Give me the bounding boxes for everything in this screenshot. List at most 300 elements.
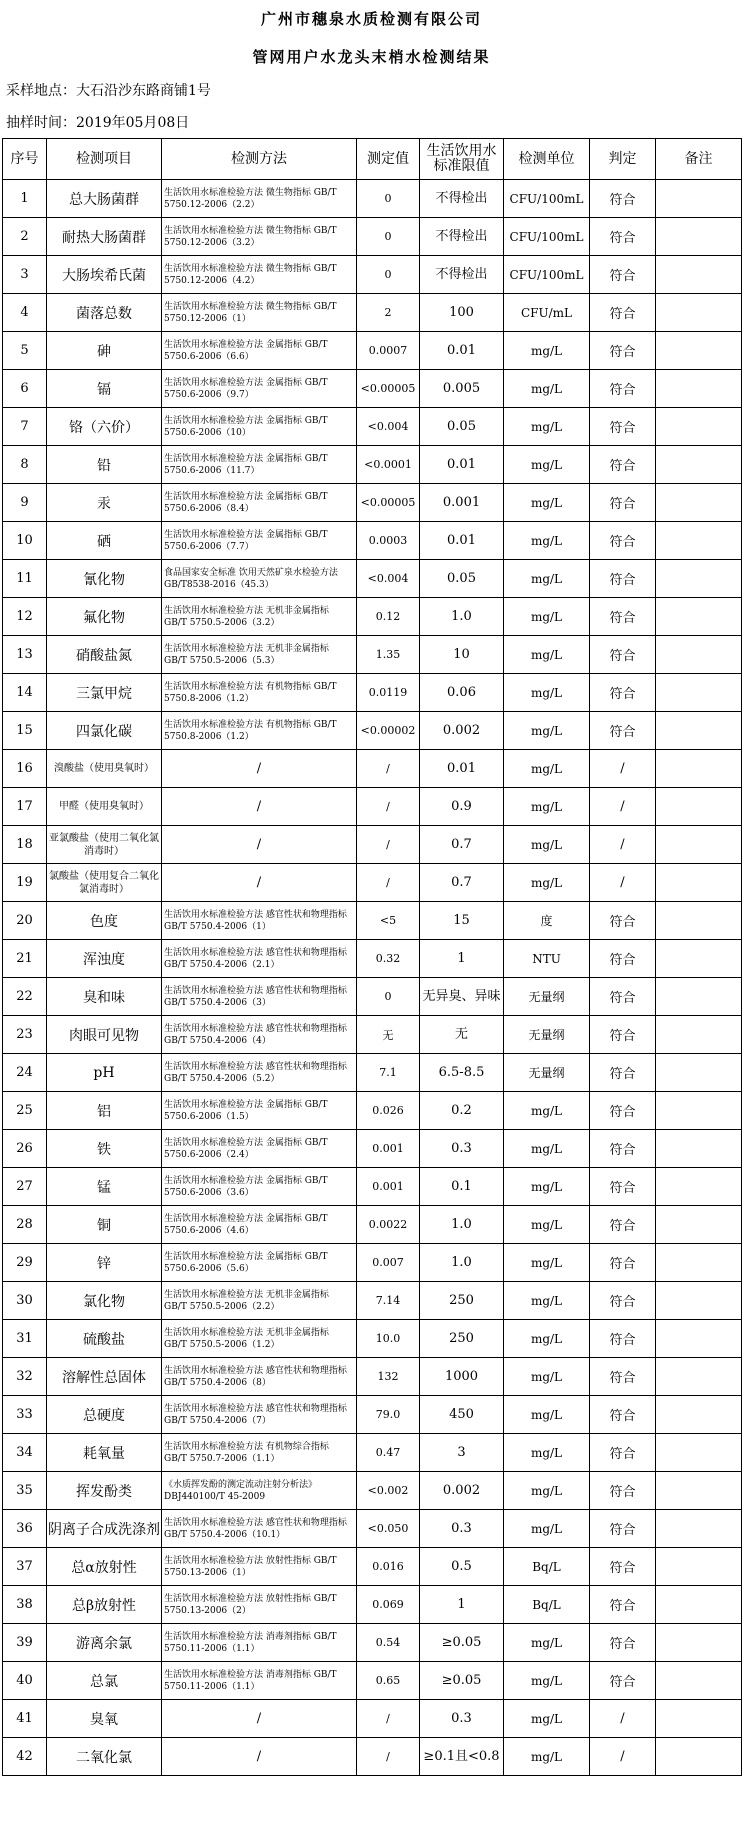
cell-note <box>656 294 742 332</box>
table-row <box>3 1662 742 1700</box>
cell-note <box>656 1206 742 1244</box>
cell-item: 亚氯酸盐（使用二氧化氯消毒时） <box>47 826 162 864</box>
cell-limit: 0.01 <box>420 522 504 560</box>
cell-value: 0.0119 <box>357 674 420 712</box>
cell-unit: mg/L <box>504 446 590 484</box>
cell-note <box>656 560 742 598</box>
cell-note <box>656 940 742 978</box>
table-row <box>3 1092 742 1130</box>
cell-unit: mg/L <box>504 1434 590 1472</box>
cell-unit: mg/L <box>504 1244 590 1282</box>
cell-item: 总氯 <box>47 1662 162 1700</box>
cell-limit: 0.3 <box>420 1130 504 1168</box>
header-item: 检测项目 <box>47 139 162 180</box>
cell-value: 0 <box>357 978 420 1016</box>
cell-no: 1 <box>3 180 47 218</box>
cell-method: 生活饮用水标准检验方法 金属指标 GB/T 5750.6-2006（4.6） <box>162 1206 357 1244</box>
cell-judge: 符合 <box>590 1130 656 1168</box>
cell-value: 0.0022 <box>357 1206 420 1244</box>
cell-unit: mg/L <box>504 1358 590 1396</box>
cell-item: 浑浊度 <box>47 940 162 978</box>
cell-value: / <box>357 826 420 864</box>
cell-item: 锌 <box>47 1244 162 1282</box>
cell-value: 0 <box>357 180 420 218</box>
cell-item: 氟化物 <box>47 598 162 636</box>
cell-item: 铝 <box>47 1092 162 1130</box>
cell-judge: 符合 <box>590 712 656 750</box>
cell-judge: / <box>590 864 656 902</box>
cell-note <box>656 1548 742 1586</box>
cell-item: 三氯甲烷 <box>47 674 162 712</box>
cell-no: 35 <box>3 1472 47 1510</box>
cell-judge: / <box>590 750 656 788</box>
cell-note <box>656 1700 742 1738</box>
company-title: 广州市穗泉水质检测有限公司 <box>260 10 482 28</box>
cell-no: 10 <box>3 522 47 560</box>
cell-method: 生活饮用水标准检验方法 金属指标 GB/T 5750.6-2006（6.6） <box>162 332 357 370</box>
cell-unit: mg/L <box>504 332 590 370</box>
cell-no: 33 <box>3 1396 47 1434</box>
cell-limit: 0.5 <box>420 1548 504 1586</box>
cell-unit: mg/L <box>504 560 590 598</box>
cell-limit: 0.002 <box>420 1472 504 1510</box>
header-note: 备注 <box>656 139 742 180</box>
cell-limit: 不得检出 <box>420 256 504 294</box>
cell-judge: 符合 <box>590 636 656 674</box>
cell-method: 生活饮用水标准检验方法 感官性状和物理指标 GB/T 5750.4-2006（1） <box>162 902 357 940</box>
cell-limit: 15 <box>420 902 504 940</box>
cell-value: <0.00002 <box>357 712 420 750</box>
cell-item: 氯酸盐（使用复合二氧化氯消毒时） <box>47 864 162 902</box>
cell-value: <0.002 <box>357 1472 420 1510</box>
header-no: 序号 <box>3 139 47 180</box>
sampling-time: 抽样时间：2019年05月08日 <box>6 115 190 131</box>
cell-method: / <box>162 864 357 902</box>
cell-item: 色度 <box>47 902 162 940</box>
cell-item: 挥发酚类 <box>47 1472 162 1510</box>
cell-no: 8 <box>3 446 47 484</box>
cell-value: 0.001 <box>357 1168 420 1206</box>
table-row <box>3 1624 742 1662</box>
cell-value: 0.0007 <box>357 332 420 370</box>
cell-limit: 0.06 <box>420 674 504 712</box>
cell-method: / <box>162 750 357 788</box>
cell-limit: 不得检出 <box>420 218 504 256</box>
cell-judge: 符合 <box>590 902 656 940</box>
cell-item: 铬（六价） <box>47 408 162 446</box>
cell-method: 生活饮用水标准检验方法 微生物指标 GB/T 5750.12-2006（1） <box>162 294 357 332</box>
cell-method: 《水质挥发酚的测定流动注射分析法》DBJ440100/T 45-2009 <box>162 1472 357 1510</box>
cell-judge: 符合 <box>590 1396 656 1434</box>
cell-value: / <box>357 750 420 788</box>
cell-method: 生活饮用水标准检验方法 无机非金属指标 GB/T 5750.5-2006（3.2） <box>162 598 357 636</box>
cell-no: 13 <box>3 636 47 674</box>
report-title: 管网用户水龙头末梢水检测结果 <box>252 48 491 66</box>
cell-no: 3 <box>3 256 47 294</box>
cell-judge: / <box>590 1700 656 1738</box>
cell-method: 生活饮用水标准检验方法 无机非金属指标 GB/T 5750.5-2006（5.3） <box>162 636 357 674</box>
cell-item: 甲醛（使用臭氧时） <box>47 788 162 826</box>
cell-limit: 0.9 <box>420 788 504 826</box>
cell-method: 生活饮用水标准检验方法 感官性状和物理指标 GB/T 5750.4-2006（7） <box>162 1396 357 1434</box>
cell-value: <0.00005 <box>357 370 420 408</box>
cell-method: 生活饮用水标准检验方法 感官性状和物理指标 GB/T 5750.4-2006（5.2） <box>162 1054 357 1092</box>
cell-note <box>656 1282 742 1320</box>
cell-judge: 符合 <box>590 1624 656 1662</box>
cell-note <box>656 1092 742 1130</box>
cell-judge: 符合 <box>590 674 656 712</box>
cell-limit: 无 <box>420 1016 504 1054</box>
cell-note <box>656 826 742 864</box>
cell-limit: 0.01 <box>420 446 504 484</box>
cell-unit: mg/L <box>504 1320 590 1358</box>
cell-unit: CFU/mL <box>504 294 590 332</box>
cell-judge: 符合 <box>590 256 656 294</box>
cell-no: 30 <box>3 1282 47 1320</box>
cell-judge: 符合 <box>590 332 656 370</box>
cell-unit: CFU/100mL <box>504 180 590 218</box>
cell-judge: 符合 <box>590 522 656 560</box>
cell-judge: 符合 <box>590 294 656 332</box>
cell-unit: mg/L <box>504 1168 590 1206</box>
cell-value: <0.0001 <box>357 446 420 484</box>
cell-item: 耐热大肠菌群 <box>47 218 162 256</box>
cell-judge: / <box>590 826 656 864</box>
cell-limit: 0.001 <box>420 484 504 522</box>
table-row <box>3 1434 742 1472</box>
table-row <box>3 446 742 484</box>
cell-method: / <box>162 826 357 864</box>
cell-value: 0.12 <box>357 598 420 636</box>
cell-limit: 250 <box>420 1282 504 1320</box>
cell-method: 生活饮用水标准检验方法 金属指标 GB/T 5750.6-2006（7.7） <box>162 522 357 560</box>
cell-no: 39 <box>3 1624 47 1662</box>
cell-note <box>656 408 742 446</box>
table-row <box>3 978 742 1016</box>
cell-note <box>656 750 742 788</box>
cell-note <box>656 1054 742 1092</box>
cell-note <box>656 1434 742 1472</box>
cell-no: 42 <box>3 1738 47 1776</box>
table-row <box>3 560 742 598</box>
cell-method: 生活饮用水标准检验方法 无机非金属指标 GB/T 5750.5-2006（1.2） <box>162 1320 357 1358</box>
cell-no: 21 <box>3 940 47 978</box>
cell-method: 生活饮用水标准检验方法 感官性状和物理指标 GB/T 5750.4-2006（4） <box>162 1016 357 1054</box>
cell-note <box>656 1738 742 1776</box>
table-row <box>3 1282 742 1320</box>
cell-item: 游离余氯 <box>47 1624 162 1662</box>
cell-no: 14 <box>3 674 47 712</box>
cell-limit: 0.002 <box>420 712 504 750</box>
cell-note <box>656 1320 742 1358</box>
cell-unit: mg/L <box>504 712 590 750</box>
cell-judge: 符合 <box>590 1434 656 1472</box>
cell-unit: mg/L <box>504 370 590 408</box>
cell-no: 41 <box>3 1700 47 1738</box>
cell-no: 40 <box>3 1662 47 1700</box>
cell-note <box>656 1358 742 1396</box>
cell-note <box>656 1624 742 1662</box>
cell-judge: 符合 <box>590 1244 656 1282</box>
cell-item: 硝酸盐氮 <box>47 636 162 674</box>
cell-unit: mg/L <box>504 1738 590 1776</box>
cell-judge: 符合 <box>590 940 656 978</box>
cell-value: <0.004 <box>357 560 420 598</box>
cell-no: 23 <box>3 1016 47 1054</box>
cell-limit: 不得检出 <box>420 180 504 218</box>
cell-limit: 0.7 <box>420 864 504 902</box>
header-value: 测定值 <box>357 139 420 180</box>
cell-note <box>656 1472 742 1510</box>
cell-unit: mg/L <box>504 1700 590 1738</box>
cell-limit: 0.3 <box>420 1700 504 1738</box>
header-judge: 判定 <box>590 139 656 180</box>
cell-no: 18 <box>3 826 47 864</box>
table-row <box>3 180 742 218</box>
cell-note <box>656 1586 742 1624</box>
cell-unit: mg/L <box>504 598 590 636</box>
cell-value: 7.1 <box>357 1054 420 1092</box>
table-row <box>3 1016 742 1054</box>
cell-item: 汞 <box>47 484 162 522</box>
cell-no: 12 <box>3 598 47 636</box>
cell-item: 二氧化氯 <box>47 1738 162 1776</box>
cell-method: 生活饮用水标准检验方法 微生物指标 GB/T 5750.12-2006（4.2） <box>162 256 357 294</box>
cell-limit: 250 <box>420 1320 504 1358</box>
table-row <box>3 1396 742 1434</box>
cell-no: 6 <box>3 370 47 408</box>
cell-item: 臭氧 <box>47 1700 162 1738</box>
cell-value: 0.65 <box>357 1662 420 1700</box>
cell-judge: 符合 <box>590 1358 656 1396</box>
cell-method: / <box>162 788 357 826</box>
cell-item: 菌落总数 <box>47 294 162 332</box>
cell-unit: mg/L <box>504 1624 590 1662</box>
cell-no: 25 <box>3 1092 47 1130</box>
cell-judge: 符合 <box>590 1168 656 1206</box>
cell-note <box>656 256 742 294</box>
cell-note <box>656 446 742 484</box>
cell-method: 生活饮用水标准检验方法 感官性状和物理指标 GB/T 5750.4-2006（2.1） <box>162 940 357 978</box>
cell-method: 生活饮用水标准检验方法 金属指标 GB/T 5750.6-2006（11.7） <box>162 446 357 484</box>
cell-limit: 0.7 <box>420 826 504 864</box>
table-row <box>3 218 742 256</box>
cell-limit: 1.0 <box>420 598 504 636</box>
cell-method: 生活饮用水标准检验方法 微生物指标 GB/T 5750.12-2006（2.2） <box>162 180 357 218</box>
table-row <box>3 1130 742 1168</box>
cell-no: 37 <box>3 1548 47 1586</box>
cell-item: 铅 <box>47 446 162 484</box>
cell-no: 26 <box>3 1130 47 1168</box>
cell-no: 38 <box>3 1586 47 1624</box>
cell-unit: 度 <box>504 902 590 940</box>
cell-item: 锰 <box>47 1168 162 1206</box>
table-row <box>3 636 742 674</box>
cell-unit: mg/L <box>504 484 590 522</box>
cell-judge: 符合 <box>590 560 656 598</box>
cell-judge: 符合 <box>590 1054 656 1092</box>
cell-value: 0.069 <box>357 1586 420 1624</box>
cell-method: 生活饮用水标准检验方法 放射性指标 GB/T 5750.13-2006（2） <box>162 1586 357 1624</box>
header-unit: 检测单位 <box>504 139 590 180</box>
cell-item: 铜 <box>47 1206 162 1244</box>
cell-note <box>656 1130 742 1168</box>
cell-item: 硒 <box>47 522 162 560</box>
cell-value: <5 <box>357 902 420 940</box>
cell-no: 36 <box>3 1510 47 1548</box>
cell-value: 无 <box>357 1016 420 1054</box>
cell-method: 生活饮用水标准检验方法 感官性状和物理指标 GB/T 5750.4-2006（3） <box>162 978 357 1016</box>
cell-item: 溴酸盐（使用臭氧时） <box>47 750 162 788</box>
table-row <box>3 484 742 522</box>
cell-item: pH <box>47 1054 162 1092</box>
cell-note <box>656 332 742 370</box>
cell-no: 24 <box>3 1054 47 1092</box>
cell-value: 79.0 <box>357 1396 420 1434</box>
cell-note <box>656 978 742 1016</box>
cell-note <box>656 370 742 408</box>
cell-item: 肉眼可见物 <box>47 1016 162 1054</box>
cell-method: 生活饮用水标准检验方法 有机物指标 GB/T 5750.8-2006（1.2） <box>162 674 357 712</box>
table-row <box>3 1700 742 1738</box>
table-row <box>3 294 742 332</box>
cell-note <box>656 522 742 560</box>
table-row <box>3 1320 742 1358</box>
table-row <box>3 1054 742 1092</box>
cell-note <box>656 902 742 940</box>
cell-item: 砷 <box>47 332 162 370</box>
cell-method: 生活饮用水标准检验方法 有机物综合指标 GB/T 5750.7-2006（1.1） <box>162 1434 357 1472</box>
cell-limit: 1.0 <box>420 1206 504 1244</box>
cell-note <box>656 636 742 674</box>
cell-limit: 无异臭、异味 <box>420 978 504 1016</box>
cell-limit: 450 <box>420 1396 504 1434</box>
cell-no: 29 <box>3 1244 47 1282</box>
cell-judge: / <box>590 788 656 826</box>
cell-unit: mg/L <box>504 1662 590 1700</box>
cell-item: 总硬度 <box>47 1396 162 1434</box>
table-body <box>3 180 742 1776</box>
cell-limit: 0.1 <box>420 1168 504 1206</box>
cell-unit: 无量纲 <box>504 1054 590 1092</box>
table-row <box>3 902 742 940</box>
cell-value: <0.004 <box>357 408 420 446</box>
cell-unit: mg/L <box>504 408 590 446</box>
cell-limit: 10 <box>420 636 504 674</box>
cell-judge: 符合 <box>590 1472 656 1510</box>
cell-no: 31 <box>3 1320 47 1358</box>
cell-unit: 无量纲 <box>504 978 590 1016</box>
cell-value: 0.001 <box>357 1130 420 1168</box>
table-row <box>3 256 742 294</box>
cell-unit: mg/L <box>504 522 590 560</box>
cell-item: 铁 <box>47 1130 162 1168</box>
cell-judge: 符合 <box>590 218 656 256</box>
cell-limit: 0.01 <box>420 332 504 370</box>
cell-value: 2 <box>357 294 420 332</box>
cell-unit: mg/L <box>504 750 590 788</box>
cell-method: 生活饮用水标准检验方法 金属指标 GB/T 5750.6-2006（3.6） <box>162 1168 357 1206</box>
cell-limit: 0.05 <box>420 408 504 446</box>
cell-method: 食品国家安全标准 饮用天然矿泉水检验方法 GB/T8538-2016（45.3） <box>162 560 357 598</box>
table-header-row <box>3 139 742 180</box>
cell-value: 0.026 <box>357 1092 420 1130</box>
cell-value: 0.32 <box>357 940 420 978</box>
cell-judge: 符合 <box>590 1548 656 1586</box>
table-row <box>3 712 742 750</box>
cell-unit: mg/L <box>504 1396 590 1434</box>
cell-method: 生活饮用水标准检验方法 金属指标 GB/T 5750.6-2006（2.4） <box>162 1130 357 1168</box>
cell-value: 0.0003 <box>357 522 420 560</box>
cell-item: 硫酸盐 <box>47 1320 162 1358</box>
cell-note <box>656 1168 742 1206</box>
cell-value: / <box>357 788 420 826</box>
table-row <box>3 1510 742 1548</box>
cell-value: 1.35 <box>357 636 420 674</box>
cell-value: 0 <box>357 218 420 256</box>
cell-method: 生活饮用水标准检验方法 消毒剂指标 GB/T 5750.11-2006（1.1） <box>162 1624 357 1662</box>
cell-note <box>656 598 742 636</box>
cell-method: 生活饮用水标准检验方法 放射性指标 GB/T 5750.13-2006（1） <box>162 1548 357 1586</box>
cell-unit: Bq/L <box>504 1548 590 1586</box>
cell-value: 0.47 <box>357 1434 420 1472</box>
cell-limit: ≥0.05 <box>420 1662 504 1700</box>
cell-note <box>656 1510 742 1548</box>
cell-method: 生活饮用水标准检验方法 金属指标 GB/T 5750.6-2006（1.5） <box>162 1092 357 1130</box>
cell-limit: 1.0 <box>420 1244 504 1282</box>
cell-value: <0.00005 <box>357 484 420 522</box>
cell-unit: mg/L <box>504 1130 590 1168</box>
cell-limit: 0.3 <box>420 1510 504 1548</box>
cell-method: 生活饮用水标准检验方法 金属指标 GB/T 5750.6-2006（10） <box>162 408 357 446</box>
cell-unit: mg/L <box>504 1206 590 1244</box>
cell-judge: 符合 <box>590 978 656 1016</box>
cell-item: 耗氧量 <box>47 1434 162 1472</box>
cell-unit: CFU/100mL <box>504 218 590 256</box>
cell-no: 5 <box>3 332 47 370</box>
cell-judge: 符合 <box>590 484 656 522</box>
table-row <box>3 408 742 446</box>
table-row <box>3 940 742 978</box>
cell-limit: 1 <box>420 940 504 978</box>
cell-limit: ≥0.05 <box>420 1624 504 1662</box>
cell-method: 生活饮用水标准检验方法 无机非金属指标 GB/T 5750.5-2006（2.2） <box>162 1282 357 1320</box>
cell-value: 10.0 <box>357 1320 420 1358</box>
cell-judge: 符合 <box>590 180 656 218</box>
cell-unit: mg/L <box>504 1092 590 1130</box>
cell-item: 总α放射性 <box>47 1548 162 1586</box>
table-row <box>3 864 742 902</box>
cell-item: 氰化物 <box>47 560 162 598</box>
cell-value: 0.54 <box>357 1624 420 1662</box>
table-row <box>3 1206 742 1244</box>
cell-no: 19 <box>3 864 47 902</box>
cell-judge: 符合 <box>590 1092 656 1130</box>
cell-method: 生活饮用水标准检验方法 有机物指标 GB/T 5750.8-2006（1.2） <box>162 712 357 750</box>
cell-item: 镉 <box>47 370 162 408</box>
cell-method: / <box>162 1738 357 1776</box>
table-row <box>3 522 742 560</box>
cell-note <box>656 180 742 218</box>
cell-unit: mg/L <box>504 1472 590 1510</box>
cell-limit: 6.5-8.5 <box>420 1054 504 1092</box>
cell-note <box>656 1662 742 1700</box>
cell-limit: 0.05 <box>420 560 504 598</box>
cell-no: 34 <box>3 1434 47 1472</box>
cell-limit: 1 <box>420 1586 504 1624</box>
cell-judge: 符合 <box>590 1586 656 1624</box>
header-method: 检测方法 <box>162 139 357 180</box>
